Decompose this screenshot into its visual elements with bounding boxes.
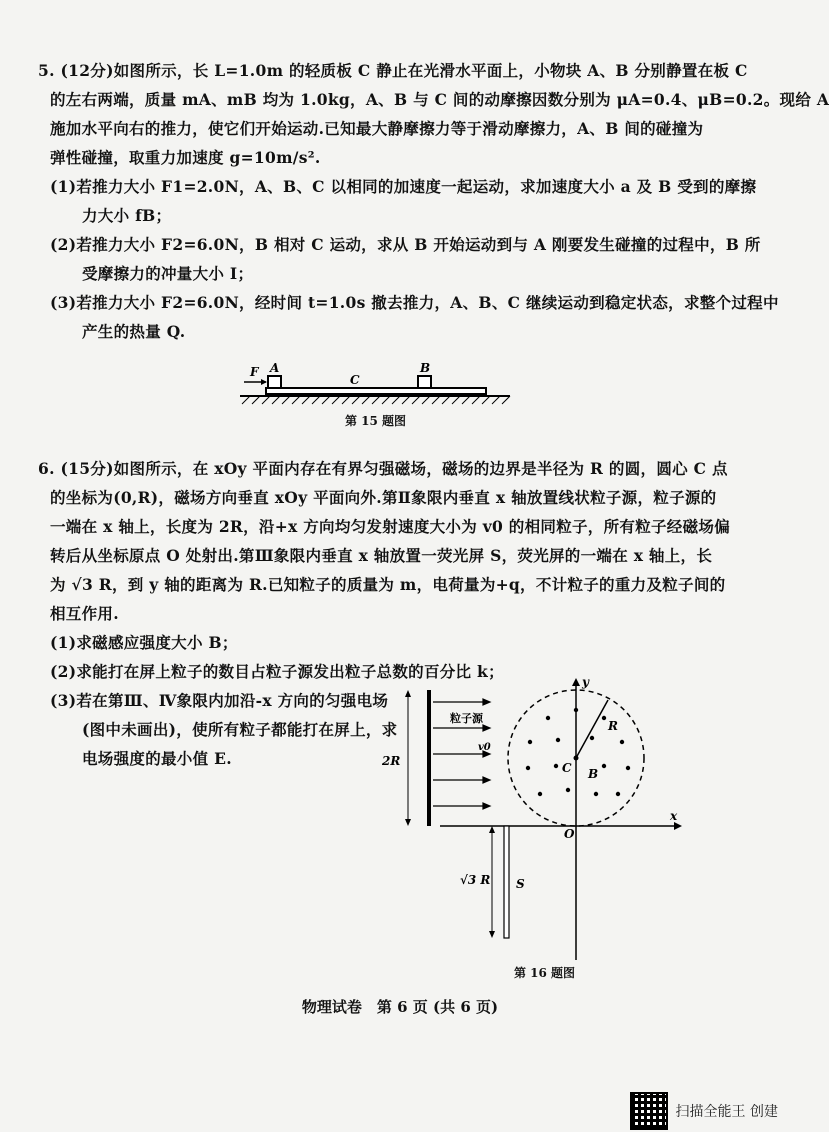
label-a: A: [270, 361, 280, 375]
screen-s: [504, 826, 509, 938]
block-b: [418, 376, 431, 388]
height-sqrt3r-bottom-arrow: [489, 931, 495, 938]
figure-16-caption: 第 16 题图: [514, 966, 576, 980]
q15-line-8: 受摩擦力的冲量大小 I；: [82, 264, 254, 283]
q16-line-2: 的坐标为(0,R)，磁场方向垂直 xOy 平面向外.第Ⅱ象限内垂直 x 轴放置线状粒子源，粒子源的: [50, 488, 717, 507]
height-2r-bottom-arrow: [405, 819, 411, 826]
q16-line-9: (3)若在第Ⅲ、Ⅳ象限内加沿-x 方向的匀强电场: [50, 691, 389, 710]
label-source: 粒子源: [450, 712, 483, 725]
label-x: x: [670, 809, 678, 823]
label-c: C: [562, 761, 572, 775]
figure-16: [382, 670, 790, 970]
figure-15-caption: 第 15 题图: [345, 414, 407, 428]
label-r: R: [608, 719, 618, 733]
q15-line-3: 施加水平向右的推力，使它们开始运动.已知最大静摩擦力等于滑动摩擦力，A、B 间的碰撞为: [50, 119, 704, 138]
q15-line-5: (1)若推力大小 F1=2.0N，A、B、C 以相同的加速度一起运动，求加速度大小 a 及 B 受到的摩擦: [50, 177, 757, 196]
label-v0: v0: [478, 742, 491, 753]
q15-line-1: 5. (12分)如图所示，长 L=1.0m 的轻质板 C 静止在光滑水平面上，小物块 A、B 分别静置在板 C: [38, 61, 748, 80]
ground-hatch: [242, 396, 510, 404]
force-arrowhead: [261, 379, 267, 385]
q15-line-7: (2)若推力大小 F2=6.0N，B 相对 C 运动，求从 B 开始运动到与 A 刚要发生碰撞的过程中，B 所: [50, 235, 761, 254]
watermark-text: 扫描全能王 创建: [675, 1104, 778, 1120]
q16-line-10: (图中未画出)，使所有粒子都能打在屏上，求: [82, 720, 398, 739]
radius-line: [576, 700, 608, 758]
label-s: S: [516, 877, 525, 891]
label-b: B: [420, 361, 431, 375]
label-sqrt3r: √3 R: [460, 873, 491, 887]
q16-line-4: 转后从坐标原点 O 处射出.第Ⅲ象限内垂直 x 轴放置一荧光屏 S，荧光屏的一端在 x 轴上，长: [50, 546, 713, 565]
page-footer: 物理试卷 第 6 页 (共 6 页): [301, 998, 499, 1016]
q16-line-7: (1)求磁感应强度大小 B；: [50, 633, 238, 652]
q15-line-4: 弹性碰撞，取重力加速度 g=10m/s².: [50, 148, 321, 167]
qr-code-icon: [630, 1092, 668, 1130]
q16-line-1: 6. (15分)如图所示，在 xOy 平面内存在有界匀强磁场，磁场的边界是半径为 R 的圆，圆心 C 点: [38, 459, 728, 478]
scanner-watermark: [630, 1092, 778, 1130]
label-c: C: [350, 373, 360, 387]
height-sqrt3r-top-arrow: [489, 826, 495, 833]
q15-line-2: 的左右两端，质量 mA、mB 均为 1.0kg，A、B 与 C 间的动摩擦因数分别为 μA=0.4、μB=0.2。现给 A: [50, 90, 829, 109]
q16-line-3: 一端在 x 轴上，长度为 2R，沿+x 方向均匀发射速度大小为 v0 的相同粒子，所有粒子经磁场偏: [50, 517, 731, 536]
height-2r-top-arrow: [405, 690, 411, 697]
q15-line-6: 力大小 fB；: [82, 206, 172, 225]
q15-line-10: 产生的热量 Q.: [82, 322, 186, 341]
label-2r: 2R: [382, 754, 401, 768]
label-f: F: [250, 365, 259, 379]
block-a: [268, 376, 281, 388]
label-o: O: [564, 827, 575, 841]
q15-line-9: (3)若推力大小 F2=6.0N，经时间 t=1.0s 撤去推力，A、B、C 继续运动到稳定状态，求整个过程中: [50, 293, 779, 312]
y-axis-arrowhead: [572, 678, 580, 686]
q16-line-6: 相互作用.: [50, 604, 119, 623]
label-y: y: [582, 675, 589, 689]
particle-source: [427, 690, 431, 826]
q16-line-8: (2)求能打在屏上粒子的数目占粒子源发出粒子总数的百分比 k；: [50, 662, 504, 681]
q16-line-5: 为 √3 R，到 y 轴的距离为 R.已知粒子的质量为 m，电荷量为+q，不计粒子的重力及粒子间的: [50, 575, 726, 594]
q16-line-11: 电场强度的最小值 E.: [82, 749, 232, 768]
label-b: B: [588, 767, 599, 781]
x-axis-arrowhead: [674, 822, 682, 830]
board-c: [266, 388, 486, 394]
